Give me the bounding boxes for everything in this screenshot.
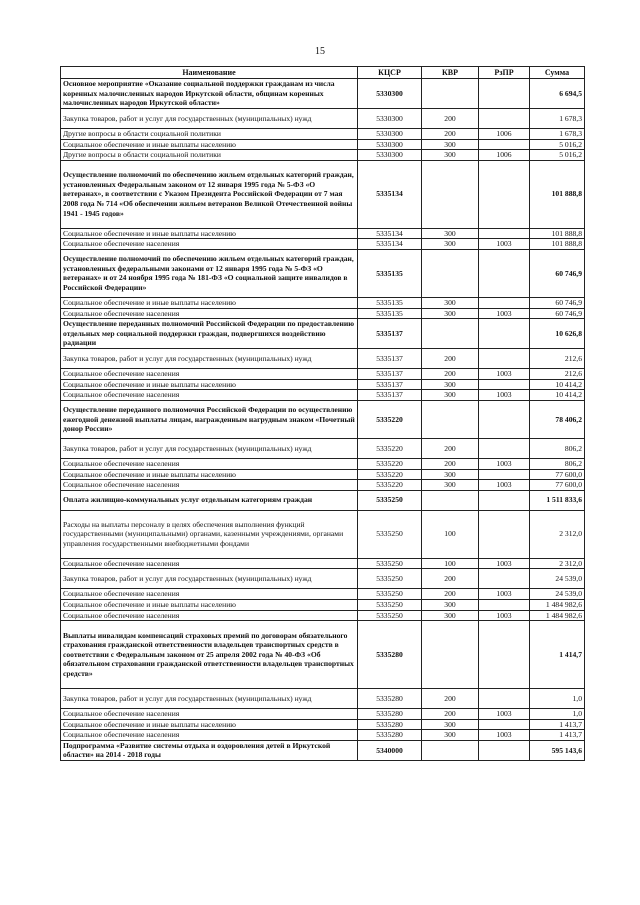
table-row — [61, 150, 585, 161]
cell-name: Социальное обеспечение и иные выплаты населению — [61, 719, 358, 730]
cell-sum: 212,6 — [530, 369, 585, 380]
table-row — [61, 719, 585, 730]
table-row — [61, 379, 585, 390]
page-number: 15 — [315, 46, 325, 57]
cell-kcsr: 5335280 — [358, 621, 422, 689]
cell-name: Другие вопросы в области социальной политики — [61, 150, 358, 161]
cell-rzpr: 1003 — [479, 589, 530, 600]
cell-name: Социальное обеспечение населения — [61, 589, 358, 600]
cell-sum: 78 406,2 — [530, 400, 585, 438]
cell-name: Социальное обеспечение и иные выплаты населению — [61, 599, 358, 610]
cell-rzpr — [479, 109, 530, 129]
cell-name: Оплата жилищно-коммунальных услуг отдельным категориям граждан — [61, 490, 358, 510]
cell-kcsr: 5330300 — [358, 129, 422, 140]
cell-kvr — [422, 621, 479, 689]
cell-name: Социальное обеспечение населения — [61, 480, 358, 491]
budget-table — [60, 66, 585, 761]
cell-sum: 2 312,0 — [530, 510, 585, 558]
table-row — [61, 490, 585, 510]
table-row — [61, 369, 585, 380]
table-row — [61, 469, 585, 480]
cell-kcsr: 5335135 — [358, 308, 422, 319]
table-row — [61, 589, 585, 600]
cell-rzpr — [479, 621, 530, 689]
cell-kvr: 200 — [422, 129, 479, 140]
cell-kcsr: 5340000 — [358, 740, 422, 760]
cell-kvr — [422, 400, 479, 438]
table-row — [61, 308, 585, 319]
cell-kvr: 300 — [422, 379, 479, 390]
cell-sum: 10 626,8 — [530, 319, 585, 349]
cell-sum: 10 414,2 — [530, 379, 585, 390]
cell-kvr — [422, 319, 479, 349]
cell-name: Социальное обеспечение и иные выплаты населению — [61, 469, 358, 480]
cell-name: Закупка товаров, работ и услуг для государственных (муниципальных) нужд — [61, 438, 358, 458]
cell-kvr: 100 — [422, 558, 479, 569]
table-row — [61, 400, 585, 438]
cell-sum: 60 746,9 — [530, 308, 585, 319]
cell-kcsr: 5335134 — [358, 160, 422, 228]
cell-kcsr: 5335250 — [358, 490, 422, 510]
cell-kcsr: 5335220 — [358, 480, 422, 491]
cell-rzpr — [479, 689, 530, 709]
cell-rzpr — [479, 349, 530, 369]
cell-kvr: 300 — [422, 239, 479, 250]
cell-sum: 1 484 982,6 — [530, 610, 585, 621]
cell-name: Осуществление переданного полномочия Российской Федерации по осуществлению ежегодной денежной выплаты лицам, награжденным нагрудным знаком «Почетный донор России» — [61, 400, 358, 438]
table-row — [61, 510, 585, 558]
cell-rzpr: 1006 — [479, 150, 530, 161]
table-row — [61, 349, 585, 369]
cell-kvr: 300 — [422, 150, 479, 161]
cell-name: Социальное обеспечение и иные выплаты населению — [61, 297, 358, 308]
cell-name: Социальное обеспечение и иные выплаты населению — [61, 228, 358, 239]
table-row — [61, 390, 585, 401]
cell-sum: 101 888,8 — [530, 228, 585, 239]
cell-sum: 101 888,8 — [530, 239, 585, 250]
table-row — [61, 129, 585, 140]
cell-kvr: 200 — [422, 369, 479, 380]
cell-rzpr — [479, 719, 530, 730]
cell-rzpr: 1006 — [479, 129, 530, 140]
cell-kcsr: 5335250 — [358, 510, 422, 558]
cell-rzpr — [479, 297, 530, 308]
cell-name: Социальное обеспечение населения — [61, 610, 358, 621]
table-row — [61, 599, 585, 610]
cell-name: Социальное обеспечение и иные выплаты населению — [61, 139, 358, 150]
cell-kvr: 300 — [422, 390, 479, 401]
cell-rzpr — [479, 490, 530, 510]
cell-kcsr: 5335134 — [358, 228, 422, 239]
cell-kcsr: 5335137 — [358, 369, 422, 380]
cell-sum: 1,0 — [530, 709, 585, 720]
cell-name: Осуществление переданных полномочий Российской Федерации по предоставлению отдельных мер социальной поддержки граждан, подвергшихся воздействию радиации — [61, 319, 358, 349]
cell-name: Осуществление полномочий по обеспечению жильем отдельных категорий граждан, установленных Федеральным законом от 12 января 1995 года № 5-ФЗ «О ветеранах», в соответствии с Указом Президента Российской Федерации от 7 мая 2008 года № 714 «Об обеспечении жильем ветеранов Великой Отечественной войны 1941 - 1945 годов» — [61, 160, 358, 228]
table-row — [61, 610, 585, 621]
cell-kvr: 300 — [422, 228, 479, 239]
cell-kvr: 300 — [422, 610, 479, 621]
cell-rzpr — [479, 740, 530, 760]
cell-kcsr: 5335250 — [358, 558, 422, 569]
cell-name: Социальное обеспечение населения — [61, 458, 358, 469]
table-row — [61, 569, 585, 589]
table-row — [61, 689, 585, 709]
cell-sum: 10 414,2 — [530, 390, 585, 401]
cell-name: Закупка товаров, работ и услуг для государственных (муниципальных) нужд — [61, 569, 358, 589]
cell-sum: 806,2 — [530, 458, 585, 469]
cell-kcsr: 5335250 — [358, 610, 422, 621]
cell-sum: 1 414,7 — [530, 621, 585, 689]
cell-kcsr: 5335250 — [358, 569, 422, 589]
cell-kcsr: 5335280 — [358, 689, 422, 709]
cell-kcsr: 5335137 — [358, 319, 422, 349]
cell-sum: 1 511 833,6 — [530, 490, 585, 510]
cell-kcsr: 5335220 — [358, 458, 422, 469]
cell-rzpr: 1003 — [479, 730, 530, 741]
cell-rzpr — [479, 599, 530, 610]
cell-sum: 1 413,7 — [530, 730, 585, 741]
cell-kvr — [422, 79, 479, 109]
cell-kvr — [422, 160, 479, 228]
cell-kvr: 200 — [422, 589, 479, 600]
cell-sum: 1 413,7 — [530, 719, 585, 730]
cell-kvr — [422, 249, 479, 297]
table-row — [61, 480, 585, 491]
cell-kvr: 100 — [422, 510, 479, 558]
cell-kvr: 200 — [422, 569, 479, 589]
cell-name: Социальное обеспечение населения — [61, 730, 358, 741]
cell-rzpr — [479, 510, 530, 558]
cell-kvr: 300 — [422, 719, 479, 730]
cell-kcsr: 5335134 — [358, 239, 422, 250]
cell-name: Социальное обеспечение и иные выплаты населению — [61, 379, 358, 390]
cell-kcsr: 5335135 — [358, 297, 422, 308]
cell-kvr: 300 — [422, 308, 479, 319]
cell-name: Социальное обеспечение населения — [61, 369, 358, 380]
header-sum: Сумма — [530, 67, 585, 79]
cell-kcsr: 5335220 — [358, 469, 422, 480]
cell-kcsr: 5335135 — [358, 249, 422, 297]
header-row — [61, 67, 585, 79]
cell-kcsr: 5335280 — [358, 730, 422, 741]
cell-name: Социальное обеспечение населения — [61, 239, 358, 250]
cell-rzpr — [479, 249, 530, 297]
cell-rzpr — [479, 79, 530, 109]
cell-rzpr — [479, 319, 530, 349]
table-body — [61, 79, 585, 761]
table-row — [61, 239, 585, 250]
cell-kcsr: 5335280 — [358, 709, 422, 720]
cell-rzpr — [479, 379, 530, 390]
cell-kvr: 300 — [422, 599, 479, 610]
cell-kvr: 300 — [422, 297, 479, 308]
cell-sum: 77 600,0 — [530, 480, 585, 491]
cell-name: Социальное обеспечение населения — [61, 709, 358, 720]
cell-name: Другие вопросы в области социальной политики — [61, 129, 358, 140]
table-row — [61, 730, 585, 741]
header-kcsr: КЦСР — [358, 67, 422, 79]
cell-sum: 24 539,0 — [530, 569, 585, 589]
cell-rzpr: 1003 — [479, 610, 530, 621]
cell-name: Расходы на выплаты персоналу в целях обеспечения выполнения функций государственными (муниципальными) органами, казенными учреждениями, органами управления государственными внебюджетными фондами — [61, 510, 358, 558]
cell-sum: 1 678,3 — [530, 109, 585, 129]
cell-name: Выплаты инвалидам компенсаций страховых премий по договорам обязательного страхования гражданской ответственности владельцев транспортных средств в соответствии с Федеральным законом от 25 апреля 2002 года № 40-ФЗ «Об обязательном страховании гражданской ответственности владельцев транспортных средств» — [61, 621, 358, 689]
cell-kcsr: 5335137 — [358, 349, 422, 369]
cell-kcsr: 5330300 — [358, 109, 422, 129]
cell-kvr: 300 — [422, 139, 479, 150]
cell-sum: 6 694,5 — [530, 79, 585, 109]
table-row — [61, 458, 585, 469]
cell-kcsr: 5335250 — [358, 599, 422, 610]
cell-kcsr: 5335280 — [358, 719, 422, 730]
header-kvr: КВР — [422, 67, 479, 79]
header-name: Наименование — [61, 67, 358, 79]
cell-name: Осуществление полномочий по обеспечению жильем отдельных категорий граждан, установленных федеральными законами от 12 января 1995 года № 5-ФЗ «О ветеранах» и от 24 ноября 1995 года № 181-ФЗ «О социальной защите инвалидов в Российской Федерации» — [61, 249, 358, 297]
cell-sum: 101 888,8 — [530, 160, 585, 228]
cell-sum: 60 746,9 — [530, 249, 585, 297]
cell-kvr: 200 — [422, 109, 479, 129]
cell-rzpr — [479, 469, 530, 480]
cell-name: Социальное обеспечение населения — [61, 390, 358, 401]
cell-sum: 806,2 — [530, 438, 585, 458]
table-header — [61, 67, 585, 79]
table-row — [61, 249, 585, 297]
cell-sum: 595 143,6 — [530, 740, 585, 760]
table-row — [61, 160, 585, 228]
cell-rzpr: 1003 — [479, 458, 530, 469]
cell-name: Основное мероприятие «Оказание социальной поддержки гражданам из числа коренных малочисленных народов Иркутской области, общинам коренных малочисленных народов Иркутской области» — [61, 79, 358, 109]
cell-rzpr — [479, 139, 530, 150]
header-rzpr: РзПР — [479, 67, 530, 79]
table-row — [61, 297, 585, 308]
cell-name: Закупка товаров, работ и услуг для государственных (муниципальных) нужд — [61, 349, 358, 369]
cell-rzpr — [479, 569, 530, 589]
cell-rzpr: 1003 — [479, 480, 530, 491]
cell-kcsr: 5335220 — [358, 438, 422, 458]
cell-name: Подпрограмма «Развитие системы отдыха и оздоровления детей в Иркутской области» на 2014 - 2018 годы — [61, 740, 358, 760]
cell-sum: 1 678,3 — [530, 129, 585, 140]
cell-kcsr: 5330300 — [358, 150, 422, 161]
table-row — [61, 740, 585, 760]
cell-rzpr: 1003 — [479, 369, 530, 380]
cell-kcsr: 5335250 — [358, 589, 422, 600]
cell-rzpr — [479, 438, 530, 458]
cell-kvr: 200 — [422, 689, 479, 709]
cell-rzpr: 1003 — [479, 558, 530, 569]
table-row — [61, 558, 585, 569]
cell-rzpr — [479, 228, 530, 239]
cell-sum: 212,6 — [530, 349, 585, 369]
cell-kvr — [422, 740, 479, 760]
cell-sum: 1,0 — [530, 689, 585, 709]
cell-kcsr: 5330300 — [358, 79, 422, 109]
table-row — [61, 79, 585, 109]
cell-kcsr: 5335137 — [358, 390, 422, 401]
cell-kcsr: 5335220 — [358, 400, 422, 438]
cell-kvr — [422, 490, 479, 510]
cell-kvr: 300 — [422, 730, 479, 741]
cell-kvr: 300 — [422, 469, 479, 480]
cell-rzpr — [479, 400, 530, 438]
cell-kvr: 300 — [422, 480, 479, 491]
cell-sum: 1 484 982,6 — [530, 599, 585, 610]
table-row — [61, 109, 585, 129]
cell-sum: 5 016,2 — [530, 150, 585, 161]
cell-kvr: 200 — [422, 458, 479, 469]
cell-sum: 24 539,0 — [530, 589, 585, 600]
cell-sum: 60 746,9 — [530, 297, 585, 308]
table-row — [61, 228, 585, 239]
cell-sum: 77 600,0 — [530, 469, 585, 480]
table-row — [61, 709, 585, 720]
cell-rzpr: 1003 — [479, 709, 530, 720]
cell-kcsr: 5330300 — [358, 139, 422, 150]
table-row — [61, 621, 585, 689]
table-row — [61, 438, 585, 458]
cell-rzpr: 1003 — [479, 308, 530, 319]
cell-sum: 5 016,2 — [530, 139, 585, 150]
cell-rzpr — [479, 160, 530, 228]
cell-kvr: 200 — [422, 709, 479, 720]
cell-sum: 2 312,0 — [530, 558, 585, 569]
cell-name: Закупка товаров, работ и услуг для государственных (муниципальных) нужд — [61, 109, 358, 129]
cell-name: Закупка товаров, работ и услуг для государственных (муниципальных) нужд — [61, 689, 358, 709]
table-row — [61, 319, 585, 349]
table-row — [61, 139, 585, 150]
cell-kcsr: 5335137 — [358, 379, 422, 390]
cell-rzpr: 1003 — [479, 390, 530, 401]
cell-rzpr: 1003 — [479, 239, 530, 250]
cell-kvr: 200 — [422, 438, 479, 458]
cell-name: Социальное обеспечение населения — [61, 558, 358, 569]
cell-kvr: 200 — [422, 349, 479, 369]
cell-name: Социальное обеспечение населения — [61, 308, 358, 319]
